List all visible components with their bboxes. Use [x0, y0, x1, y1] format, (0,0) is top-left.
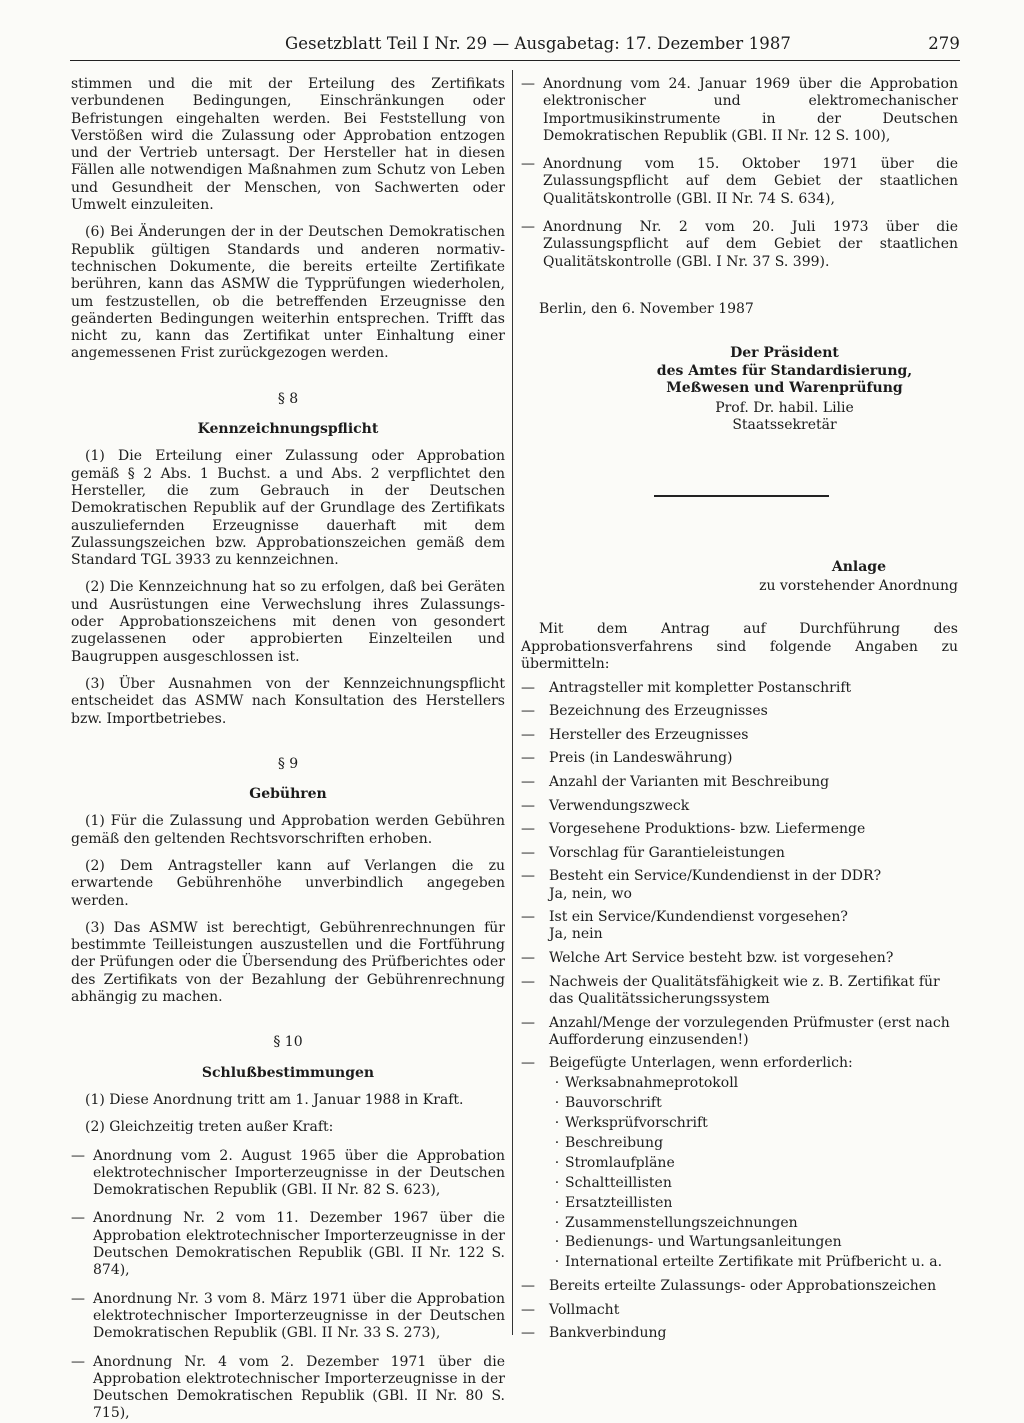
header-rule: [70, 60, 960, 61]
signature-block: [521, 345, 958, 434]
dash-mark: —: [521, 76, 535, 92]
list-item: [521, 750, 958, 767]
dash-mark: —: [521, 821, 535, 838]
list-item: [521, 1302, 958, 1319]
list-item-text: Anzahl/Menge der vorzulegenden Prüfmuster (erst nach Aufforderung einzusenden!): [549, 1014, 950, 1048]
requirements-list: [521, 680, 958, 1343]
repealed-item-text: Anordnung vom 15. Oktober 1971 über die Zulassungspflicht auf dem Gebiet der staatlichen Qualitätskontrolle (GBl. II Nr. 74 S. 634),: [543, 156, 958, 207]
document-item-text: Schaltteillisten: [565, 1174, 672, 1191]
paragraph-6: (6) Bei Änderungen der in der Deutschen Demokratischen Republik gültigen Standards und anderen normativ-technischen Dokumente, die bereits erteilte Zertifikate berühren, kann das ASMW die Typprüfungen wiederholen, um festzustellen, ob die betreffenden Erzeugnisse den geänderten Bedingungen weiterhin entsprechen. Trifft das nicht zu, kann das Zertifikat unter Einhaltung einer angemessenen Frist zurückgezogen werden.: [71, 224, 505, 362]
repealed-item: [521, 156, 958, 208]
document-item: [521, 1135, 958, 1152]
repealed-item-text: Anordnung vom 24. Januar 1969 über die Approbation elektronischer und elektromechanischer Importmusikinstrumente in der Deutschen Demokratischen Republik (GBl. II Nr. 12 S. 100),: [543, 76, 958, 144]
section-9-number: § 9: [277, 755, 299, 772]
signatory-office-line-2: Meßwesen und Warenprüfung: [666, 379, 903, 396]
dash-mark: —: [521, 726, 535, 743]
signatory-office-line-1: des Amtes für Standardisierung,: [656, 362, 913, 379]
list-item-text: Nachweis der Qualitätsfähigkeit wie z. B. Zertifikat für das Qualitätssicherungssystem: [549, 973, 940, 1007]
bullet-mark: ·: [554, 1214, 560, 1231]
document-item: [521, 1175, 958, 1192]
bullet-mark: ·: [554, 1075, 560, 1092]
list-item-text: Beigefügte Unterlagen, wenn erforderlich:: [549, 1055, 853, 1072]
list-item: [521, 909, 958, 944]
list-item-text: Verwendungszweck: [549, 797, 690, 814]
list-item: [521, 1015, 958, 1050]
list-item-answer: Ja, nein: [549, 926, 603, 943]
list-item: [521, 703, 958, 720]
dash-mark: —: [521, 703, 535, 720]
section-10-paragraph-2: (2) Gleichzeitig treten außer Kraft:: [85, 1119, 334, 1136]
list-item-text: Antragsteller mit kompletter Postanschrift: [549, 679, 852, 696]
list-item: [521, 798, 958, 815]
repealed-item: [521, 219, 958, 271]
page-header: [70, 30, 960, 54]
document-item-text: Ersatzteillisten: [565, 1194, 673, 1211]
list-item: [521, 868, 958, 903]
document-item-text: Zusammenstellungszeichnungen: [565, 1214, 798, 1231]
list-item: [521, 774, 958, 791]
annex-subtitle: zu vorstehender Anordnung: [759, 578, 958, 595]
repealed-item-text: Anordnung Nr. 4 vom 2. Dezember 1971 über die Approbation elektrotechnischer Importerzeugnisse in der Deutschen Demokratischen Republik (GBl. II Nr. 80 S. 715),: [93, 1353, 505, 1422]
document-item: [521, 1095, 958, 1112]
repealed-item: [71, 1210, 505, 1279]
list-item-text: Hersteller des Erzeugnisses: [549, 726, 749, 743]
document-item-text: Stromlaufpläne: [565, 1154, 675, 1171]
section-10-number: § 10: [273, 1034, 303, 1051]
section-8-paragraph-3: (3) Über Ausnahmen von der Kennzeichnungspflicht entscheidet das ASMW nach Konsultation des Herstellers bzw. Importbetriebes.: [71, 675, 505, 727]
repealed-item-text: Anordnung Nr. 3 vom 8. März 1971 über die Approbation elektrotechnischer Importerzeugnisse in der Deutschen Demokratischen Republik (GBl. II Nr. 33 S. 273),: [93, 1290, 505, 1342]
signatory-role: Staatssekretär: [732, 417, 837, 434]
bullet-mark: ·: [554, 1234, 560, 1251]
bullet-mark: ·: [554, 1174, 560, 1191]
list-item: [521, 1278, 958, 1295]
dash-mark: —: [521, 797, 535, 814]
dash-mark: —: [521, 1277, 535, 1294]
bullet-mark: ·: [554, 1135, 560, 1151]
bullet-mark: ·: [554, 1115, 560, 1132]
dash-mark: —: [521, 1014, 535, 1031]
section-8-paragraph-1: (1) Die Erteilung einer Zulassung oder Approbation gemäß § 2 Abs. 1 Buchst. a und Abs. 2 verpflichtet den Hersteller, die zum Gebrauch in der Deutschen Demokratischen Republik auf der Grundlage des Zertifikats auszuliefernden Erzeugnisse dauerhaft mit dem Zulassungszeichen bzw. Approbationszeichen gemäß dem Standard TGL 3933 zu kennzeichnen.: [71, 448, 505, 569]
dash-mark: —: [71, 1147, 85, 1164]
section-10-paragraph-1: (1) Diese Anordnung tritt am 1. Januar 1988 in Kraft.: [85, 1091, 464, 1108]
list-item: [521, 845, 958, 862]
bullet-mark: ·: [554, 1194, 560, 1211]
list-item: [521, 1055, 958, 1072]
list-item: [521, 974, 958, 1009]
dash-mark: —: [71, 1210, 85, 1227]
list-item-text: Bankverbindung: [549, 1325, 667, 1342]
dash-mark: —: [71, 1353, 85, 1370]
section-9-paragraph-3: (3) Das ASMW ist berechtigt, Gebührenrechnungen für bestimmte Teilleistungen auszustellen und die Fortführung der Prüfungen oder die Übersendung des Prüfberichtes oder des Zertifikats von der Bezahlung der Gebührenrechnung abhängig zu machen.: [71, 919, 505, 1006]
document-item: [521, 1075, 958, 1092]
list-item-text: Besteht ein Service/Kundendienst in der DDR?: [549, 868, 882, 885]
bullet-mark: ·: [554, 1254, 560, 1271]
section-9-paragraph-2: (2) Dem Antragsteller kann auf Verlangen die zu erwartende Gebührenhöhe unverbindlich angegeben werden.: [71, 857, 505, 909]
list-item-answer: Ja, nein, wo: [549, 885, 632, 902]
list-item: [521, 727, 958, 744]
dash-mark: —: [521, 1301, 535, 1318]
document-item-text: Werksprüfvorschrift: [565, 1115, 708, 1132]
document-item-text: Bauvorschrift: [565, 1095, 662, 1112]
list-item: [521, 950, 958, 967]
list-item-text: Bezeichnung des Erzeugnisses: [549, 703, 768, 720]
repealed-item: [521, 76, 958, 145]
list-item-text: Bereits erteilte Zulassungs- oder Approbationszeichen: [549, 1277, 937, 1294]
dash-mark: —: [521, 750, 535, 767]
section-9-paragraph-1: (1) Für die Zulassung und Approbation werden Gebühren gemäß den geltenden Rechtsvorschriften erhoben.: [71, 813, 505, 847]
repealed-item: [71, 1148, 505, 1200]
section-9-title: Gebühren: [249, 786, 327, 803]
bullet-mark: ·: [554, 1095, 560, 1112]
document-item: [521, 1195, 958, 1212]
document-item: [521, 1115, 958, 1132]
document-item-text: Werksabnahmeprotokoll: [565, 1075, 739, 1092]
dash-mark: —: [521, 1325, 535, 1342]
right-column: [521, 76, 958, 1342]
section-8-paragraph-2: (2) Die Kennzeichnung hat so zu erfolgen, daß bei Geräten und Ausrüstungen eine Verwechslung ihres Zulassungs- oder Approbationszeichens mit denen von gesondert zugelassenen oder approbierten Einzelteilen und Baugruppen ausgeschlossen ist.: [71, 579, 505, 665]
dash-mark: —: [521, 973, 535, 990]
dash-mark: —: [521, 679, 535, 696]
dash-mark: —: [71, 1290, 85, 1307]
header-title: Gesetzblatt Teil I Nr. 29 — Ausgabetag: 17. Dezember 1987: [285, 34, 792, 53]
place-and-date: Berlin, den 6. November 1987: [539, 300, 754, 317]
bullet-mark: ·: [554, 1154, 560, 1171]
dash-mark: —: [521, 844, 535, 861]
document-item: [521, 1234, 958, 1251]
repealed-item: [71, 1354, 505, 1423]
list-item: [521, 1325, 958, 1342]
list-item-text: Vorgesehene Produktions- bzw. Liefermenge: [549, 821, 866, 838]
list-item-text: Preis (in Landeswährung): [549, 750, 733, 767]
repealed-item-text: Anordnung vom 2. August 1965 über die Approbation elektrotechnischer Importerzeugnisse in der Deutschen Demokratischen Republik (GBl. II Nr. 82 S. 623),: [93, 1147, 505, 1199]
dash-mark: —: [521, 156, 535, 173]
signature-rule: [654, 495, 829, 497]
left-column: [71, 76, 505, 1423]
document-item: [521, 1155, 958, 1172]
document-item: [521, 1215, 958, 1232]
dash-mark: —: [521, 773, 535, 790]
list-item-text: Vollmacht: [549, 1301, 620, 1318]
paragraph-continued: stimmen und die mit der Erteilung des Zertifikats verbundenen Bedingungen, Einschränkungen oder Befristungen eingehalten werden. Bei Feststellung von Verstößen wird die Zulassung oder Approbation entzogen und der Vertrieb untersagt. Der Hersteller hat in diesen Fällen alle notwendigen Maßnahmen zum Schutz von Leben und Gesundheit der Menschen, von Sachwerten oder Umwelt einzuleiten.: [71, 76, 505, 214]
repealed-item-text: Anordnung Nr. 2 vom 20. Juli 1973 über die Zulassungspflicht auf dem Gebiet der staatlichen Qualitätskontrolle (GBl. I Nr. 37 S. 399).: [543, 219, 958, 270]
repealed-item-text: Anordnung Nr. 2 vom 11. Dezember 1967 über die Approbation elektrotechnischer Importerzeugnisse in der Deutschen Demokratischen Republik (GBl. II Nr. 122 S. 874),: [93, 1210, 505, 1279]
section-8-number: § 8: [277, 390, 299, 407]
list-item-text: Vorschlag für Garantieleistungen: [549, 844, 785, 861]
list-item-text: Ist ein Service/Kundendienst vorgesehen?: [549, 909, 848, 926]
document-item: [521, 1254, 958, 1271]
document-item-text: Bedienungs- und Wartungsanleitungen: [565, 1234, 842, 1251]
dash-mark: —: [521, 1055, 535, 1072]
section-10-title: Schlußbestimmungen: [201, 1064, 375, 1081]
page-number: 279: [928, 34, 960, 53]
section-8-title: Kennzeichnungspflicht: [197, 421, 379, 438]
repealed-item: [71, 1291, 505, 1343]
list-item: [521, 821, 958, 838]
list-item-text: Anzahl der Varianten mit Beschreibung: [549, 773, 830, 790]
annex-title: Anlage: [831, 558, 886, 575]
column-divider: [512, 70, 513, 1335]
document-item-text: Beschreibung: [565, 1135, 664, 1151]
list-item-text: Welche Art Service besteht bzw. ist vorgesehen?: [549, 950, 894, 967]
list-item: [521, 680, 958, 697]
document-item-text: International erteilte Zertifikate mit Prüfbericht u. a.: [565, 1254, 943, 1271]
dash-mark: —: [521, 868, 535, 885]
annex-intro: Mit dem Antrag auf Durchführung des Approbationsverfahrens sind folgende Angaben zu übermitteln:: [521, 621, 958, 672]
signatory-title: Der Präsident: [730, 345, 839, 362]
dash-mark: —: [521, 909, 535, 926]
dash-mark: —: [521, 950, 535, 967]
signatory-name: Prof. Dr. habil. Lilie: [715, 400, 854, 417]
dash-mark: —: [521, 219, 535, 236]
